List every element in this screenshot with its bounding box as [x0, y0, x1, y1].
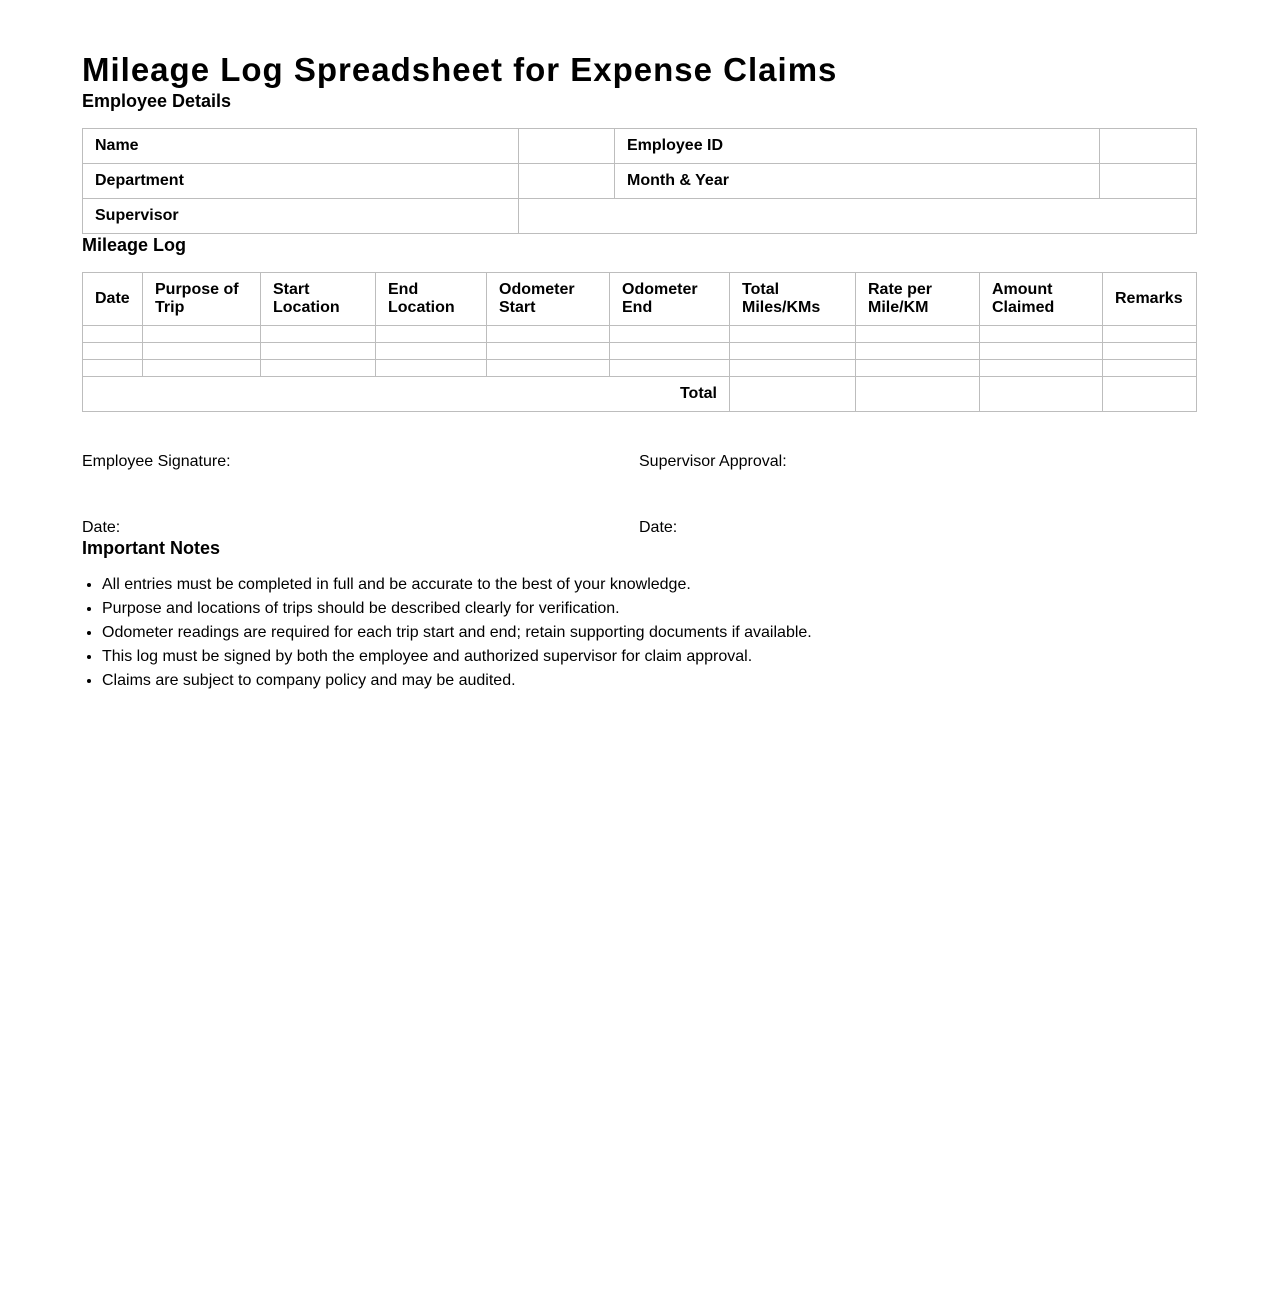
department-label: Department	[83, 164, 519, 199]
log-cell[interactable]	[1103, 343, 1197, 360]
log-cell[interactable]	[143, 343, 261, 360]
employee-signature-label: Employee Signature:	[82, 453, 231, 470]
log-cell[interactable]	[730, 360, 856, 377]
total-rate-cell[interactable]	[856, 377, 980, 412]
employee-row-department	[83, 164, 1197, 199]
name-label: Name	[83, 129, 519, 164]
table-row	[83, 360, 1197, 377]
log-cell[interactable]	[980, 343, 1103, 360]
total-amount-cell[interactable]	[980, 377, 1103, 412]
log-cell[interactable]	[730, 326, 856, 343]
list-item: • All entries must be completed in full and be accurate to the best of your knowledge.	[102, 573, 1196, 597]
column-header-end-location: End Location	[376, 273, 487, 326]
log-header-row	[83, 273, 1197, 326]
column-header-rate: Rate per Mile/KM	[856, 273, 980, 326]
employee-row-supervisor	[83, 199, 1197, 234]
log-cell[interactable]	[487, 326, 610, 343]
column-header-start-location: Start Location	[261, 273, 376, 326]
log-cell[interactable]	[856, 360, 980, 377]
log-cell[interactable]	[83, 343, 143, 360]
log-cell[interactable]	[610, 360, 730, 377]
total-miles-cell[interactable]	[730, 377, 856, 412]
column-header-odometer-end: Odometer End	[610, 273, 730, 326]
log-cell[interactable]	[487, 360, 610, 377]
column-header-amount: Amount Claimed	[980, 273, 1103, 326]
log-cell[interactable]	[261, 326, 376, 343]
total-remarks-cell[interactable]	[1103, 377, 1197, 412]
department-value-cell[interactable]	[519, 164, 615, 199]
column-header-odometer-start: Odometer Start	[487, 273, 610, 326]
log-cell[interactable]	[143, 326, 261, 343]
column-header-remarks: Remarks	[1103, 273, 1197, 326]
employee-details-heading: Employee Details	[82, 91, 232, 111]
list-item: • Purpose and locations of trips should be described clearly for verification.	[102, 597, 1196, 621]
table-row	[83, 343, 1197, 360]
total-label: Total	[83, 377, 730, 412]
column-header-date: Date	[83, 273, 143, 326]
list-item: • Claims are subject to company policy and may be audited.	[102, 669, 1196, 693]
mileage-log-heading: Mileage Log	[82, 235, 187, 255]
supervisor-label: Supervisor	[83, 199, 519, 234]
list-item: • This log must be signed by both the employee and authorized supervisor for claim approval.	[102, 645, 1196, 669]
table-row	[83, 326, 1197, 343]
log-cell[interactable]	[376, 326, 487, 343]
page-title: Mileage Log Spreadsheet for Expense Claims	[82, 51, 838, 88]
log-cell[interactable]	[261, 343, 376, 360]
name-value-cell[interactable]	[519, 129, 615, 164]
log-cell[interactable]	[1103, 360, 1197, 377]
month-year-label: Month & Year	[615, 164, 1100, 199]
employee-row-name	[83, 129, 1197, 164]
log-cell[interactable]	[487, 343, 610, 360]
supervisor-date-label: Date:	[639, 519, 678, 536]
log-cell[interactable]	[856, 343, 980, 360]
log-cell[interactable]	[980, 360, 1103, 377]
log-cell[interactable]	[980, 326, 1103, 343]
log-cell[interactable]	[261, 360, 376, 377]
log-cell[interactable]	[1103, 326, 1197, 343]
column-header-total-miles: Total Miles/KMs	[730, 273, 856, 326]
log-cell[interactable]	[143, 360, 261, 377]
month-year-value-cell[interactable]	[1100, 164, 1197, 199]
log-cell[interactable]	[610, 343, 730, 360]
notes-list	[82, 573, 1196, 693]
log-cell[interactable]	[610, 326, 730, 343]
supervisor-value-cell[interactable]	[519, 199, 1197, 234]
log-cell[interactable]	[83, 326, 143, 343]
log-cell[interactable]	[730, 343, 856, 360]
log-cell[interactable]	[856, 326, 980, 343]
employee-details-table	[82, 128, 1197, 234]
employee-id-value-cell[interactable]	[1100, 129, 1197, 164]
log-cell[interactable]	[83, 360, 143, 377]
signature-block	[82, 452, 1196, 537]
log-cell[interactable]	[376, 343, 487, 360]
log-cell[interactable]	[376, 360, 487, 377]
log-total-row	[83, 377, 1197, 412]
important-notes-heading: Important Notes	[82, 538, 221, 558]
mileage-log-table	[82, 272, 1197, 412]
supervisor-approval-label: Supervisor Approval:	[639, 453, 787, 470]
employee-id-label: Employee ID	[615, 129, 1100, 164]
column-header-purpose: Purpose of Trip	[143, 273, 261, 326]
list-item: • Odometer readings are required for each trip start and end; retain supporting documents if available.	[102, 621, 1196, 645]
employee-date-label: Date:	[82, 519, 121, 536]
